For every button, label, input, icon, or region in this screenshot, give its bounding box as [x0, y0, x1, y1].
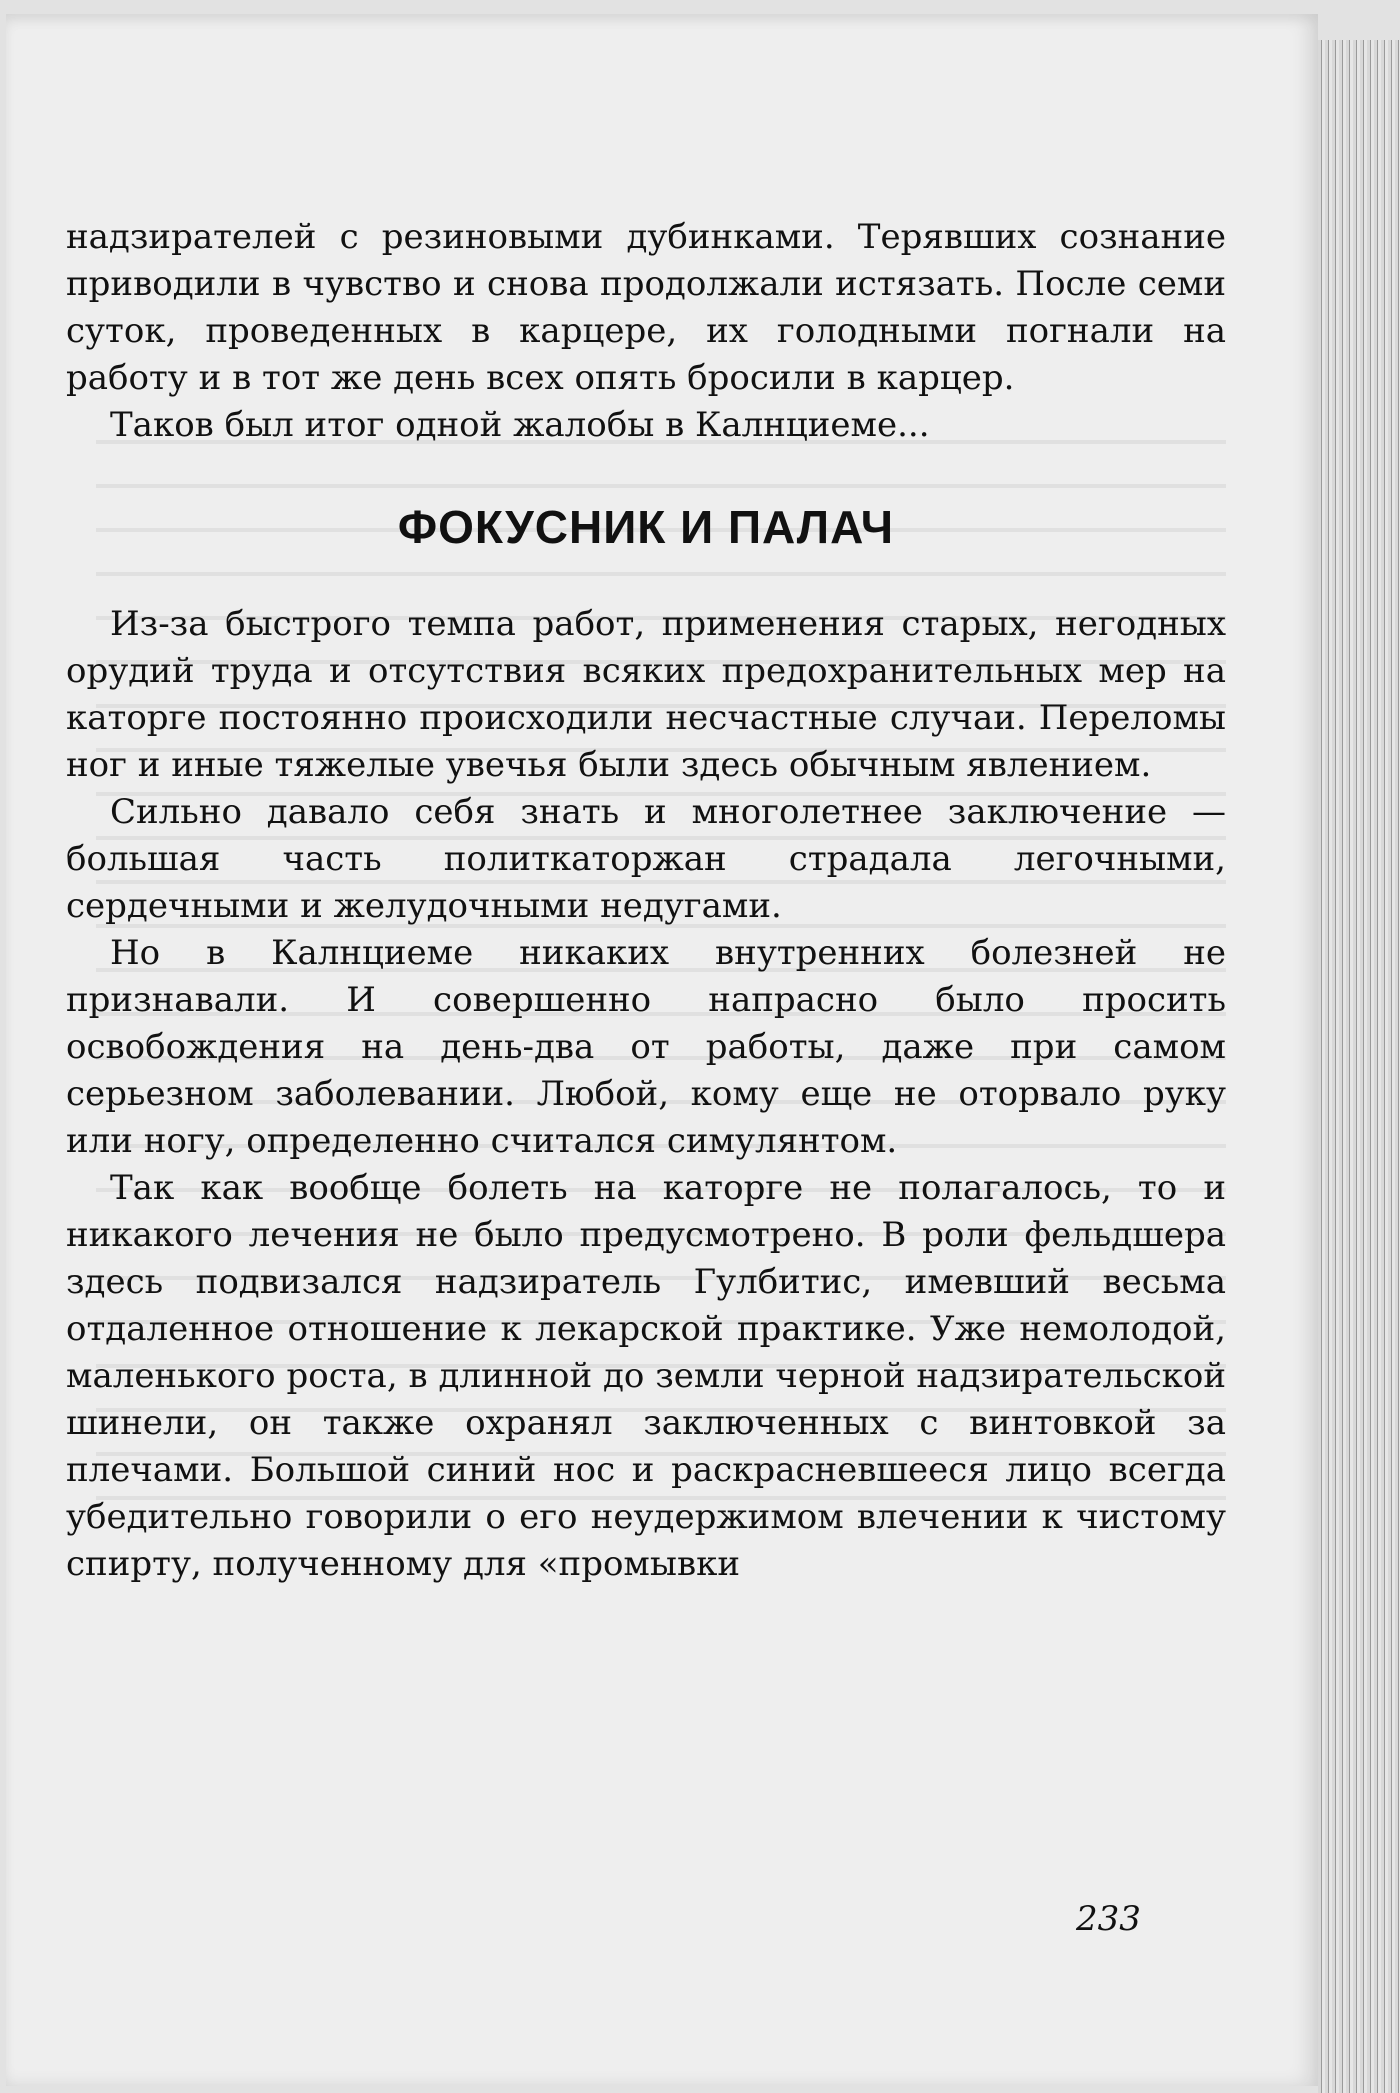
paragraph: Из-за быстрого темпа работ, применения старых, негодных орудий труда и отсутствия всяких предохранительных мер на каторге постоянно происходили несчастные случаи. Переломы ног и иные тяжелые увечья были здесь обычным явлением.	[66, 604, 1226, 785]
book-page	[6, 14, 1318, 2086]
paragraph: Но в Калнциеме никаких внутренних болезней не признавали. И совершенно напрасно было просить освобождения на день-два от работы, даже при самом серьезном заболевании. Любой, кому еще не оторвало руку или ногу, определенно считался симулянтом.	[66, 933, 1226, 1161]
paragraph: Таков был итог одной жалобы в Калнциеме...	[110, 405, 930, 445]
paragraph-continued: надзирателей с резиновыми дубинками. Терявших сознание приводили в чувство и снова продолжали истязать. После семи суток, проведенных в карцере, их голодными погнали на работу и в тот же день всех опять бросили в карцер.	[66, 217, 1226, 398]
text-block	[66, 214, 1226, 1588]
paragraph: Так как вообще болеть на каторге не полагалось, то и никакого лечения не было предусмотрено. В роли фельдшера здесь подвизался надзиратель Гулбитис, имевший весьма отдаленное отношение к лекарской практике. Уже немолодой, маленького роста, в длинной до земли черной надзирательской шинели, он также охранял заключенных с винтовкой за плечами. Большой синий нос и раскрасневшееся лицо всегда убедительно говорили о его неудержимом влечении к чистому спирту, полученному для «промывки	[66, 1168, 1226, 1584]
paragraph: Сильно давало себя знать и многолетнее заключение — большая часть политкаторжан страдала легочными, сердечными и желудочными недугами.	[66, 792, 1226, 926]
book-fore-edge	[1318, 40, 1400, 2093]
chapter-heading: ФОКУСНИК И ПАЛАЧ	[397, 501, 895, 553]
page-number: 233	[1076, 1899, 1141, 1939]
